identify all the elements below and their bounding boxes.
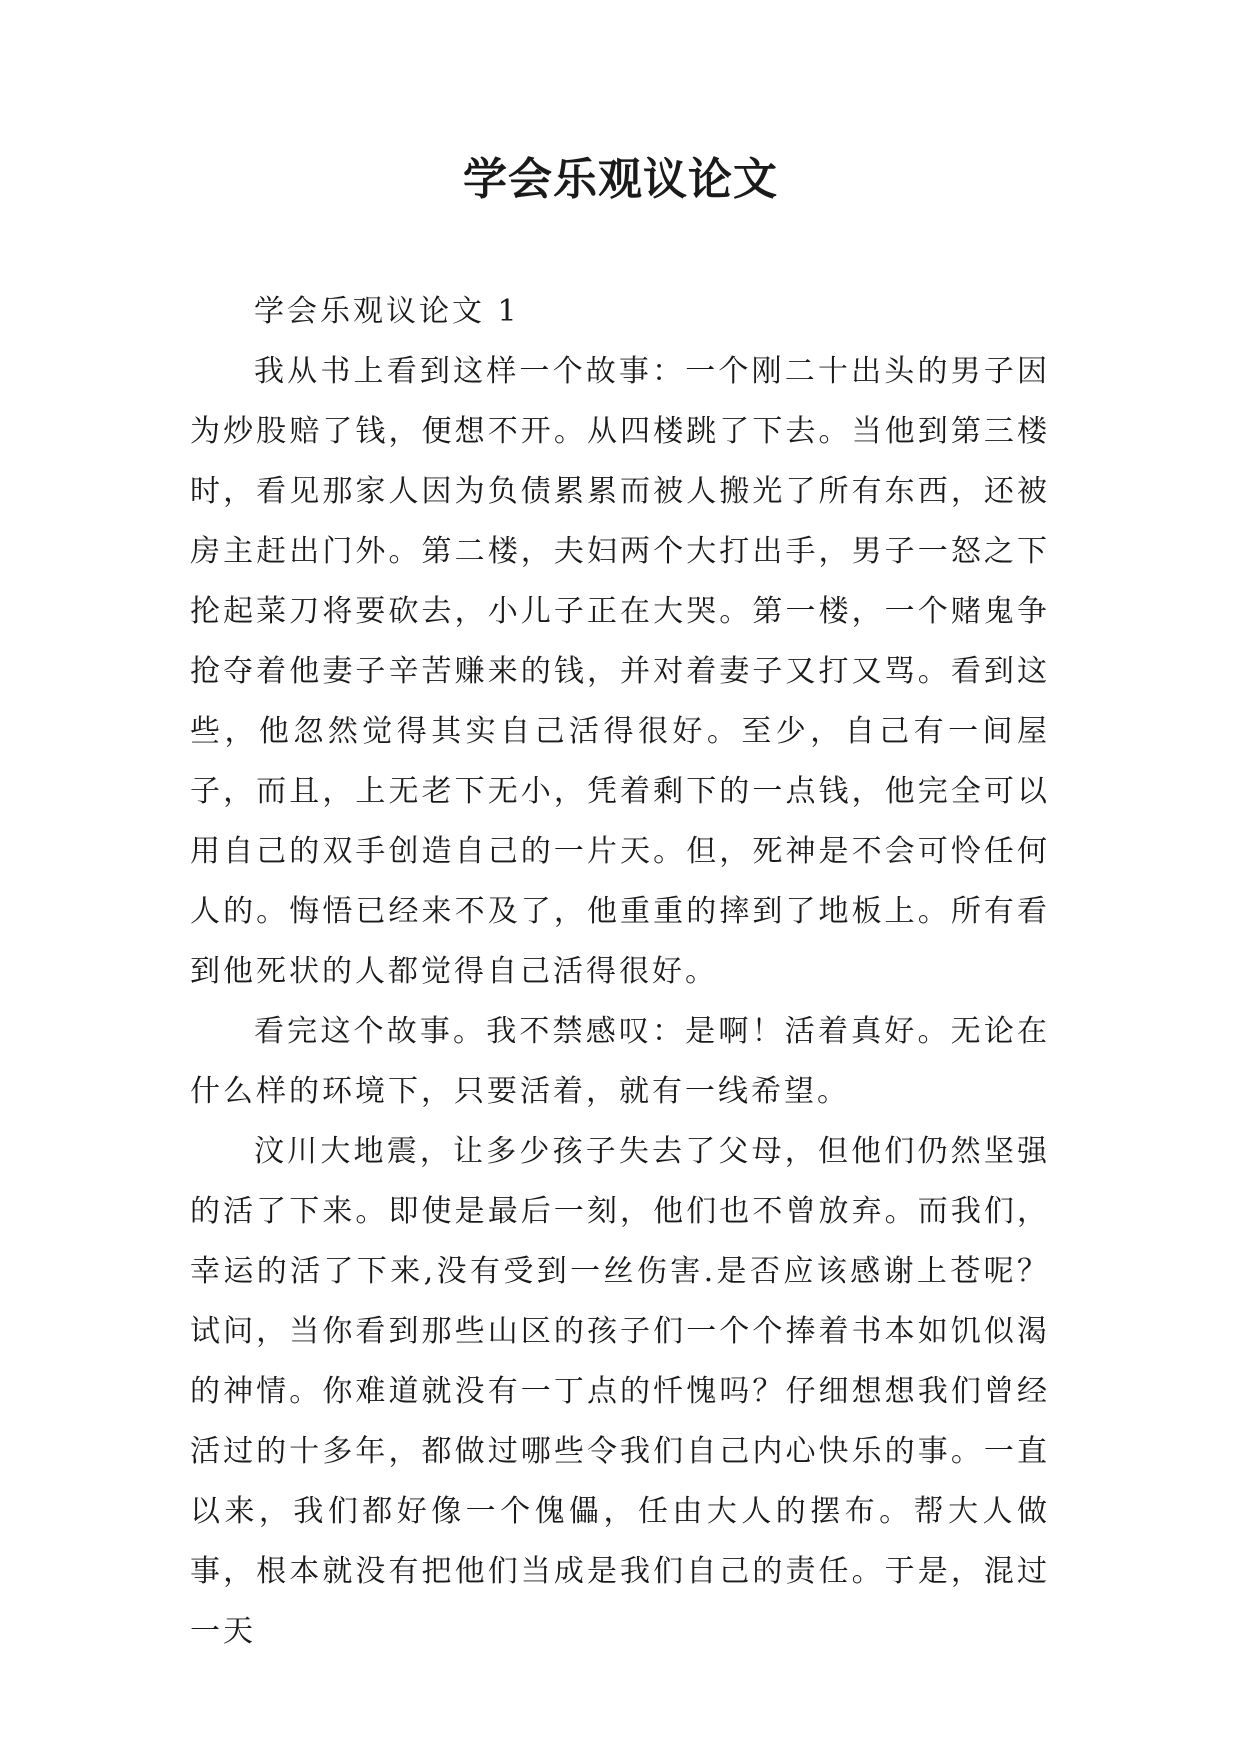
section-heading: 学会乐观议论文 1 <box>254 294 520 329</box>
body-paragraph: 我从书上看到这样一个故事：一个刚二十出头的男子因为炒股赔了钱，便想不开。从四楼跳了下去。当他到第三楼时，看见那家人因为负债累累而被人搬光了所有东西，还被房主赶出门外。第二楼，夫妇两个大打出手，男子一怒之下抡起菜刀将要砍去，小儿子正在大哭。第一楼，一个赌鬼争抢夺着他妻子辛苦赚来的钱，并对着妻子又打又骂。看到这些，他忽然觉得其实自己活得很好。至少，自己有一间屋子，而且，上无老下无小，凭着剩下的一点钱，他完全可以用自己的双手创造自己的一片天。但，死神是不会可怜任何人的。悔悟已经来不及了，他重重的摔到了地板上。所有看到他死状的人都觉得自己活得很好。 <box>190 354 1050 989</box>
body-paragraph: 汶川大地震，让多少孩子失去了父母，但他们仍然坚强的活了下来。即使是最后一刻，他们也不曾放弃。而我们，幸运的活了下来,没有受到一丝伤害.是否应该感谢上苍呢？试问，当你看到那些山区的孩子们一个个捧着书本如饥似渴的神情。你难道就没有一丁点的忏愧吗？仔细想想我们曾经活过的十多年，都做过哪些令我们自己内心快乐的事。一直以来，我们都好像一个傀儡，任由大人的摆布。帮大人做事，根本就没有把他们当成是我们自己的责任。于是，混过一天 <box>190 1134 1050 1649</box>
document-body <box>190 282 1050 1662</box>
body-paragraph: 看完这个故事。我不禁感叹：是啊！活着真好。无论在什么样的环境下，只要活着，就有一线希望。 <box>190 1014 1050 1109</box>
document-title: 学会乐观议论文 <box>463 154 778 205</box>
